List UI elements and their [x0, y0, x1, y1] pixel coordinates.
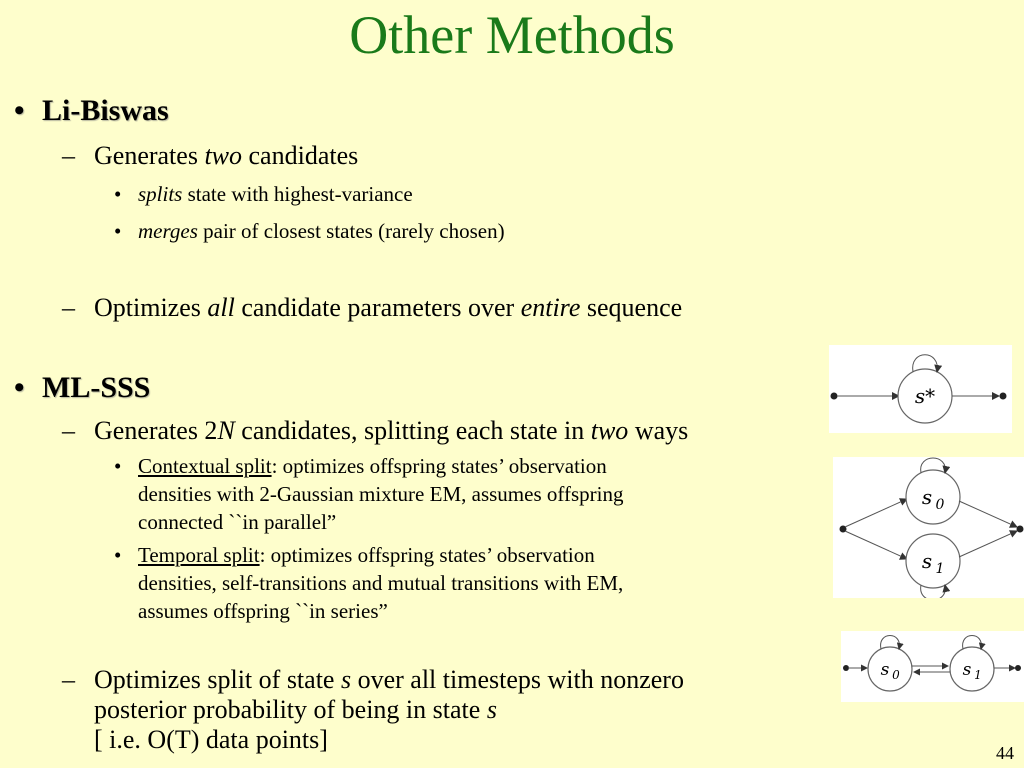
bullet-ml-sss: • ML-SSS	[14, 371, 151, 404]
text: over all timesteps with nonzero	[351, 665, 684, 694]
state-node-s0	[906, 470, 960, 524]
arrow-from-s1	[959, 531, 1017, 557]
state-node-s1	[950, 647, 994, 691]
state-diagram-series	[841, 631, 1024, 702]
text: densities, self-transitions and mutual transitions with EM,	[138, 571, 624, 595]
text: Generates	[94, 141, 205, 170]
text: Generates 2	[94, 416, 218, 445]
ml-sss-item-generates: – Generates 2N candidates, splitting each state in two ways	[62, 416, 689, 445]
arrow-to-s1	[845, 531, 907, 559]
state-sub-s1: 1	[974, 668, 982, 682]
figure-parallel-split	[833, 457, 1024, 598]
state-label-s1: s	[921, 549, 933, 573]
state-sub-s0: 0	[892, 668, 900, 682]
figure-series-split	[841, 631, 1024, 702]
end-node	[1000, 393, 1007, 400]
start-node	[831, 393, 838, 400]
state-sub-s1: 1	[935, 561, 945, 577]
ml-sss-item-optimizes: – Optimizes split of state s over all timesteps with nonzero posterior probability of being in state s [ i.e. O(T) data points]	[62, 665, 684, 754]
text: sequence	[580, 293, 683, 322]
text-italic: s	[340, 665, 352, 694]
text-italic: merges	[138, 219, 198, 243]
page-number: 44	[996, 743, 1014, 763]
end-node	[1015, 665, 1021, 671]
li-biswas-sub-splits: • splits state with highest-variance	[114, 182, 413, 206]
li-biswas-item-optimizes: – Optimizes all candidate parameters over entire sequence	[62, 293, 683, 322]
text: state with highest-variance	[182, 182, 413, 206]
state-label-s1: s	[962, 660, 972, 680]
slide-title: Other Methods	[349, 5, 675, 65]
arrow-to-s0	[845, 499, 907, 527]
text: densities with 2-Gaussian mixture EM, assumes offspring	[138, 482, 624, 506]
ml-sss-heading: ML-SSS	[42, 371, 151, 404]
text: candidates, splitting each state in	[234, 416, 591, 445]
ml-sss-temporal-split: • Temporal split: optimizes offspring states’ observation densities, self-transitions and mutual transitions with EM, assumes offspring ``in series”	[114, 543, 624, 623]
text-italic: s	[486, 695, 497, 724]
state-diagram-single	[829, 345, 1012, 433]
text: pair of closest states (rarely chosen)	[197, 219, 505, 243]
text: [ i.e. O(T) data points]	[94, 725, 328, 754]
arrow-from-s0	[959, 501, 1017, 527]
state-label-s0: s	[921, 485, 933, 509]
bullet-li-biswas: • Li-Biswas	[14, 94, 169, 127]
text: ways	[628, 416, 689, 445]
state-label: s*	[914, 384, 936, 408]
state-node-s0	[868, 647, 912, 691]
end-node	[1017, 526, 1024, 533]
temporal-split-link[interactable]: Temporal split	[138, 543, 260, 567]
contextual-split-link[interactable]: Contextual split	[138, 454, 272, 478]
state-label-s0: s	[880, 660, 890, 680]
figure-single-state	[829, 345, 1012, 433]
text: Optimizes	[94, 293, 208, 322]
state-node-s1	[906, 534, 960, 588]
state-diagram-parallel	[833, 457, 1024, 598]
text: assumes offspring ``in series”	[138, 599, 388, 623]
state-sub-s0: 0	[935, 497, 945, 513]
text-italic: two	[204, 141, 243, 170]
text-italic: two	[590, 416, 629, 445]
text-italic: entire	[520, 293, 581, 322]
ml-sss-contextual-split: • Contextual split: optimizes offspring states’ observation densities with 2-Gaussian mixture EM, assumes offspring connected ``in parallel”	[114, 454, 624, 534]
text: connected ``in parallel”	[138, 510, 337, 534]
li-biswas-item-generates: – Generates two candidates	[62, 141, 359, 170]
text: Optimizes split of state	[94, 665, 341, 694]
text-italic: splits	[138, 182, 183, 206]
text-italic: N	[217, 416, 235, 445]
li-biswas-sub-merges: • merges pair of closest states (rarely chosen)	[114, 219, 505, 243]
li-biswas-heading: Li-Biswas	[42, 94, 169, 127]
text: candidates	[242, 141, 359, 170]
text: : optimizes offspring states’ observation	[259, 543, 595, 567]
text: candidate parameters over	[234, 293, 521, 322]
text: : optimizes offspring states’ observation	[271, 454, 607, 478]
text-italic: all	[207, 293, 235, 322]
text: posterior probability of being in state	[94, 695, 487, 724]
